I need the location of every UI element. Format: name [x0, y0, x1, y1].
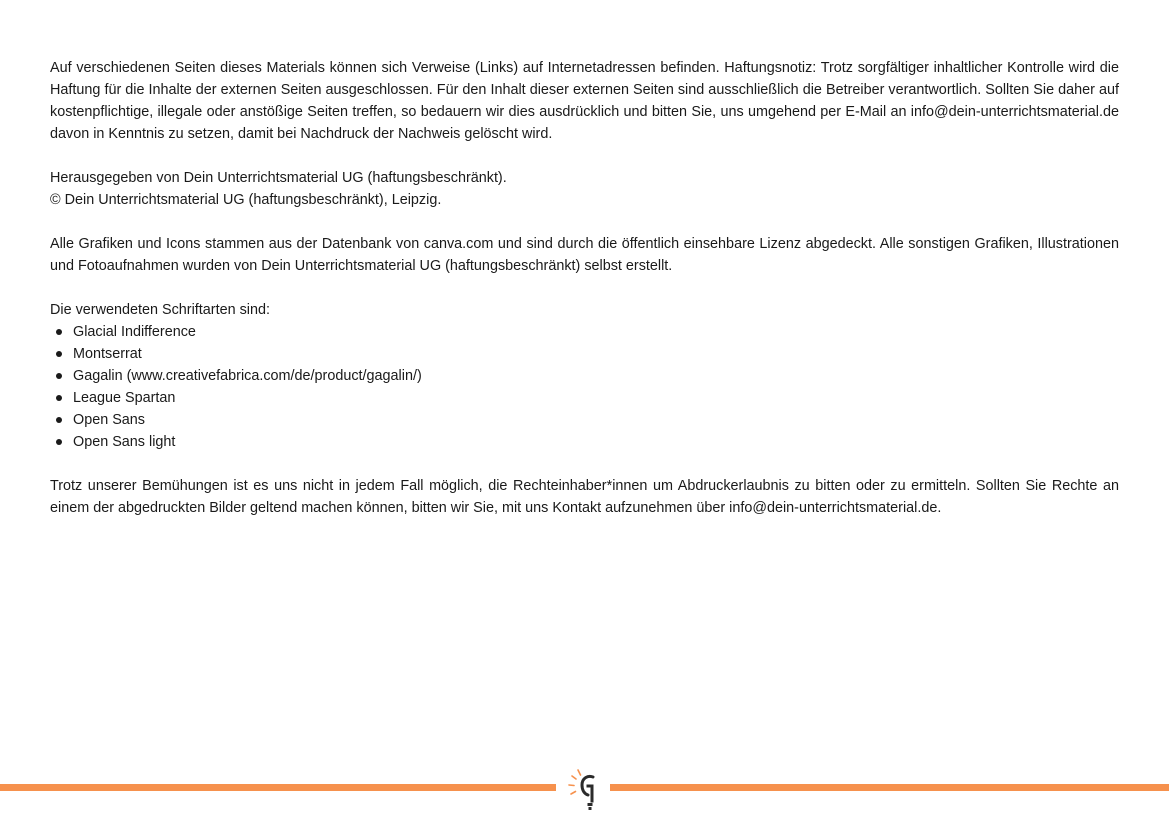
list-item — [50, 431, 1119, 453]
font-name: League Spartan — [73, 390, 176, 406]
fonts-section — [50, 299, 1119, 453]
footer-line-right — [610, 784, 1169, 791]
graphics-notice-paragraph: Alle Grafiken und Icons stammen aus der Datenbank von canva.com und sind durch die öffentlich einsehbare Lizenz abgedeckt. Alle sonstigen Grafiken, Illustrationen und Fotoaufnahmen wurden von Dein Unterrichtsmaterial UG (haftungsbeschränkt) selbst erstellt. — [50, 236, 1119, 274]
publisher-line: Herausgegeben von Dein Unterrichtsmaterial UG (haftungsbeschränkt). — [50, 170, 507, 186]
imprint-content — [50, 57, 1119, 541]
fonts-list — [50, 321, 1119, 453]
font-name: Montserrat — [73, 346, 142, 362]
bullet-icon — [56, 417, 62, 423]
list-item — [50, 387, 1119, 409]
rights-notice-paragraph: Trotz unserer Bemühungen ist es uns nicht in jedem Fall möglich, die Rechteinhaber*innen um Abdruckerlaubnis zu bitten oder zu ermitteln. Sollten Sie Rechte an einem der abgedruckten Bilder geltend machen können, bitten wir Sie, mit uns Kontakt aufzunehmen über info@dein-unterrichtsmaterial.de. — [50, 478, 1119, 516]
bullet-icon — [56, 395, 62, 401]
bullet-icon — [56, 329, 62, 335]
list-item — [50, 409, 1119, 431]
lightbulb-g-logo-icon — [566, 766, 602, 814]
font-name: Gagalin (www.creativefabrica.com/de/product/gagalin/) — [73, 368, 422, 384]
font-name: Open Sans — [73, 412, 146, 428]
footer-line-left — [0, 784, 556, 791]
list-item — [50, 365, 1119, 387]
links-notice-paragraph: Auf verschiedenen Seiten dieses Materials können sich Verweise (Links) auf Internetadressen befinden. Haftungsnotiz: Trotz sorgfältiger inhaltlicher Kontrolle wird die Haftung für die Inhalte der externen Seiten ausgeschlossen. Für den Inhalt dieser externen Seiten sind ausschließlich die Betreiber verantwortlich. Sollten Sie daher auf kostenpflichtige, illegale oder anstößige Seiten treffen, so bedauern wir dies ausdrücklich und bitten Sie, uns umgehend per E-Mail an info@dein-unterrichtsmaterial.de davon in Kenntnis zu setzen, damit bei Nachdruck der Nachweis gelöscht wird. — [50, 60, 1119, 142]
list-item — [50, 321, 1119, 343]
fonts-intro: Die verwendeten Schriftarten sind: — [50, 302, 270, 318]
bullet-icon — [56, 351, 62, 357]
font-name: Glacial Indifference — [73, 324, 196, 340]
list-item — [50, 343, 1119, 365]
bullet-icon — [56, 373, 62, 379]
bullet-icon — [56, 439, 62, 445]
copyright-line: © Dein Unterrichtsmaterial UG (haftungsbeschränkt), Leipzig. — [50, 192, 442, 208]
publisher-paragraph — [50, 167, 1119, 211]
font-name: Open Sans light — [73, 434, 176, 450]
